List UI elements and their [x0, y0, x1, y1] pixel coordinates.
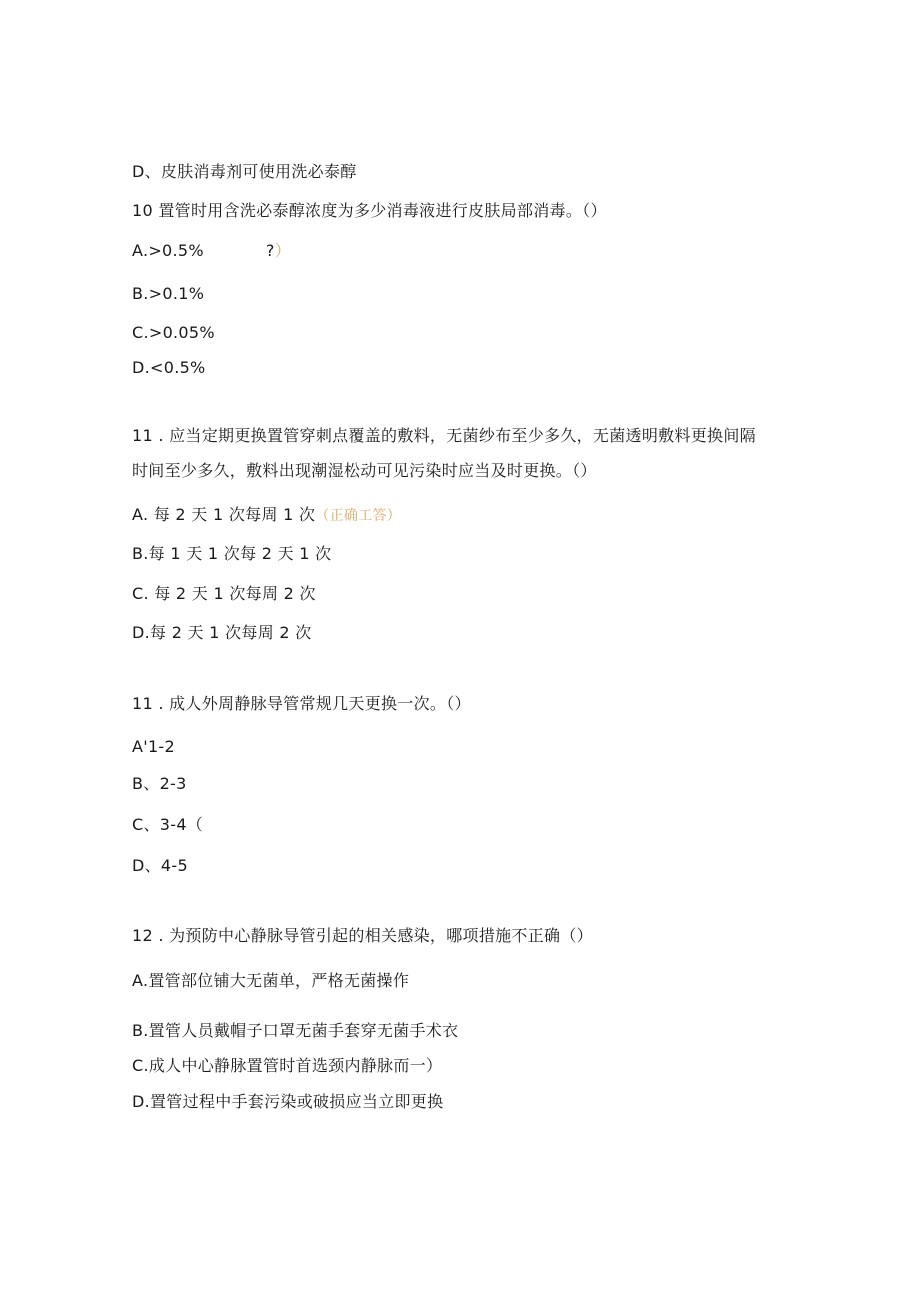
- q12-option-a: A.置管部位铺大无菌单，严格无菌操作: [132, 971, 410, 990]
- q10-option-d: D.<0.5%: [132, 358, 206, 377]
- q10-option-a: [132, 241, 291, 261]
- q11a-option-c: C. 每 2 天 1 次每周 2 次: [132, 584, 316, 603]
- q11a-option-a: [132, 505, 401, 526]
- q10-option-a-mark: ?: [265, 241, 275, 260]
- q11a-option-d: D.每 2 天 1 次每周 2 次: [132, 623, 312, 642]
- q10-stem: 10 置管时用含洗必泰醇浓度为多少消毒液进行皮肤局部消毒。（）: [132, 201, 607, 220]
- q12-option-c: C.成人中心静脉置管时首选颈内静脉而一）: [132, 1056, 443, 1075]
- q11b-option-c: C、3-4（: [132, 815, 204, 834]
- q11a-option-b: B.每 1 天 1 次每 2 天 1 次: [132, 544, 332, 563]
- q10-option-a-text: A.>0.5%: [132, 241, 204, 260]
- q11b-option-b: B、2-3: [132, 774, 187, 793]
- prev-option-d: D、皮肤消毒剂可使用洗必泰醇: [132, 162, 357, 181]
- q10-option-b: B.>0.1%: [132, 284, 205, 303]
- q11b-option-a: A'1-2: [132, 737, 175, 756]
- q12-stem: 12 . 为预防中心静脉导管引起的相关感染，哪项措施不正确（）: [132, 926, 593, 945]
- q12-option-d: D.置管过程中手套污染或破损应当立即更换: [132, 1092, 444, 1111]
- q11a-option-a-text: A. 每 2 天 1 次每周 1 次: [132, 505, 316, 524]
- q11a-stem-line2: 时间至少多久，敷料出现潮湿松动可见污染时应当及时更换。（）: [132, 461, 597, 480]
- q11a-stem-line1: 11 . 应当定期更换置管穿刺点覆盖的敷料，无菌纱布至少多久，无菌透明敷料更换间隔: [132, 426, 756, 445]
- q10-option-c: C.>0.05%: [132, 323, 215, 342]
- q10-option-a-note: ）: [274, 241, 292, 260]
- q11b-option-d: D、4-5: [132, 856, 188, 875]
- q11b-stem: 11 . 成人外周静脉导管常规几天更换一次。（）: [132, 694, 471, 713]
- q11a-option-a-note: （正确工答）: [315, 508, 402, 524]
- q12-option-b: B.置管人员戴帽子口罩无菌手套穿无菌手术衣: [132, 1021, 459, 1040]
